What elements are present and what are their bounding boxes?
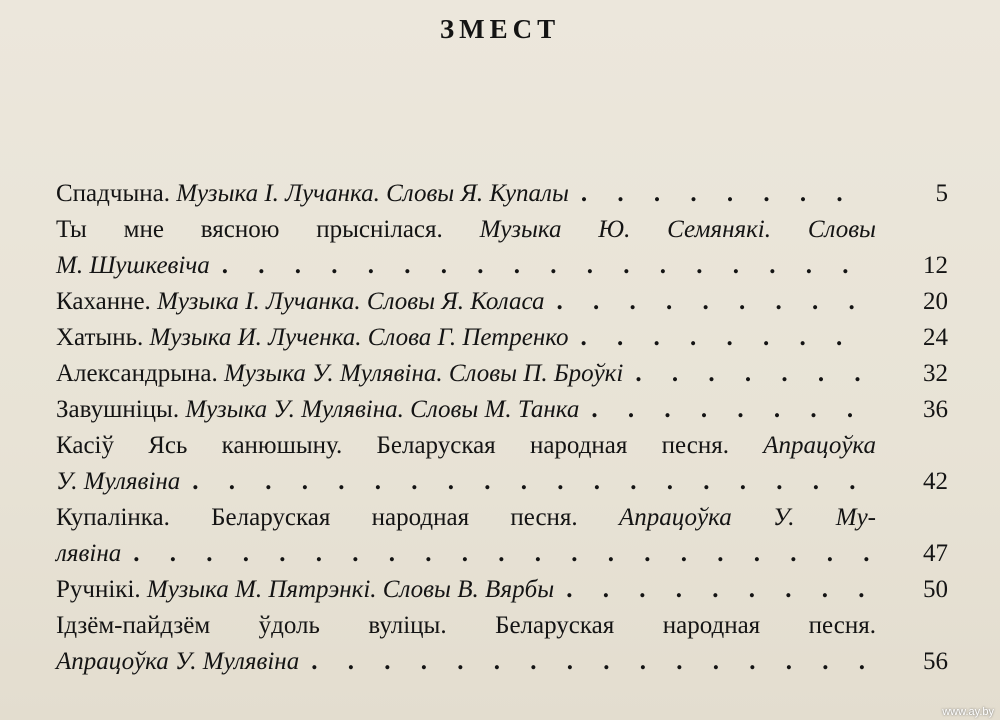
- toc-line: [56, 572, 948, 608]
- entry-title: Спадчына.: [56, 180, 177, 207]
- entry-credits: лявіна: [56, 540, 122, 567]
- entry-title: Хатынь.: [56, 324, 150, 351]
- entry-credits: Музыка І. Лучанка. Словы Я. Купалы: [176, 180, 569, 207]
- entry-text: [56, 284, 544, 320]
- toc-line: [56, 428, 876, 464]
- entry-text: [56, 248, 210, 284]
- dot-leader: [580, 320, 870, 356]
- entry-text: [56, 500, 876, 536]
- entry-text: [56, 572, 554, 608]
- toc-line: [56, 608, 876, 644]
- entry-credits: Музыка У. Мулявіна. Словы М. Танка: [185, 396, 580, 423]
- page-number: 12: [923, 252, 948, 279]
- toc-line: [56, 212, 876, 248]
- dot-leader: [635, 356, 870, 392]
- page-title: ЗМЕСТ: [439, 14, 561, 44]
- entry-text: [56, 464, 180, 500]
- toc-line: [56, 356, 948, 392]
- entry-title: Завушніцы.: [56, 396, 186, 423]
- toc-line: [56, 320, 948, 356]
- table-of-contents: [56, 176, 948, 680]
- entry-title: Касіў Ясь канюшыну. Беларуская народная песня.: [56, 432, 764, 459]
- entry-text: [56, 212, 876, 248]
- page-number: 47: [923, 540, 948, 567]
- entry-credits: М. Шушкевіча: [56, 252, 210, 279]
- dot-leader: [222, 248, 870, 284]
- entry-title: Александрына.: [56, 360, 225, 387]
- toc-line: [56, 500, 876, 536]
- entry-text: [56, 392, 579, 428]
- entry-title: Каханне.: [56, 288, 158, 315]
- page-number: 42: [923, 468, 948, 495]
- entry-credits: Апрацоўка У. Мулявіна: [56, 648, 300, 675]
- dot-leader: [591, 392, 870, 428]
- entry-text: [56, 356, 623, 392]
- page-number: 20: [923, 288, 948, 315]
- dot-leader: [133, 536, 870, 572]
- toc-line: [56, 536, 948, 572]
- entry-title: Ідзём-пайдзём ўдоль вуліцы. Беларуская народная песня.: [56, 612, 876, 639]
- toc-line: [56, 644, 948, 680]
- entry-credits: У. Мулявіна: [56, 468, 181, 495]
- entry-credits: Музыка І. Лучанка. Словы Я. Коласа: [157, 288, 545, 315]
- page-number: 24: [923, 324, 948, 351]
- entry-text: [56, 536, 121, 572]
- entry-title: Купалінка. Беларуская народная песня.: [56, 504, 619, 531]
- entry-text: [56, 176, 569, 212]
- dot-leader: [581, 176, 870, 212]
- page-number: 5: [935, 180, 948, 207]
- entry-title: Ручнікі.: [56, 576, 147, 603]
- dot-leader: [556, 284, 870, 320]
- entry-text: [56, 428, 876, 464]
- entry-credits: Музыка И. Лученка. Слова Г. Петренко: [149, 324, 569, 351]
- toc-line: [56, 392, 948, 428]
- entry-credits: Музыка М. Пятрэнкі. Словы В. Вярбы: [146, 576, 555, 603]
- entry-credits: Музыка Ю. Семянякі. Словы: [479, 216, 876, 243]
- entry-credits: Музыка У. Мулявіна. Словы П. Броўкі: [224, 360, 624, 387]
- entry-text: [56, 608, 876, 644]
- page-number: 56: [923, 648, 948, 675]
- entry-text: [56, 320, 568, 356]
- dot-leader: [192, 464, 870, 500]
- page-number: 32: [923, 360, 948, 387]
- watermark: www.ay.by: [942, 706, 994, 718]
- page-number: 50: [923, 576, 948, 603]
- toc-line: [56, 248, 948, 284]
- toc-line: [56, 464, 948, 500]
- toc-line: [56, 284, 948, 320]
- entry-title: Ты мне вясною прыснілася.: [56, 216, 480, 243]
- dot-leader: [566, 572, 870, 608]
- toc-line: [56, 176, 948, 212]
- entry-text: [56, 644, 299, 680]
- dot-leader: [311, 644, 870, 680]
- entry-credits: Апрацоўка: [763, 432, 876, 459]
- page-number: 36: [923, 396, 948, 423]
- entry-credits: Апрацоўка У. Му-: [618, 504, 876, 531]
